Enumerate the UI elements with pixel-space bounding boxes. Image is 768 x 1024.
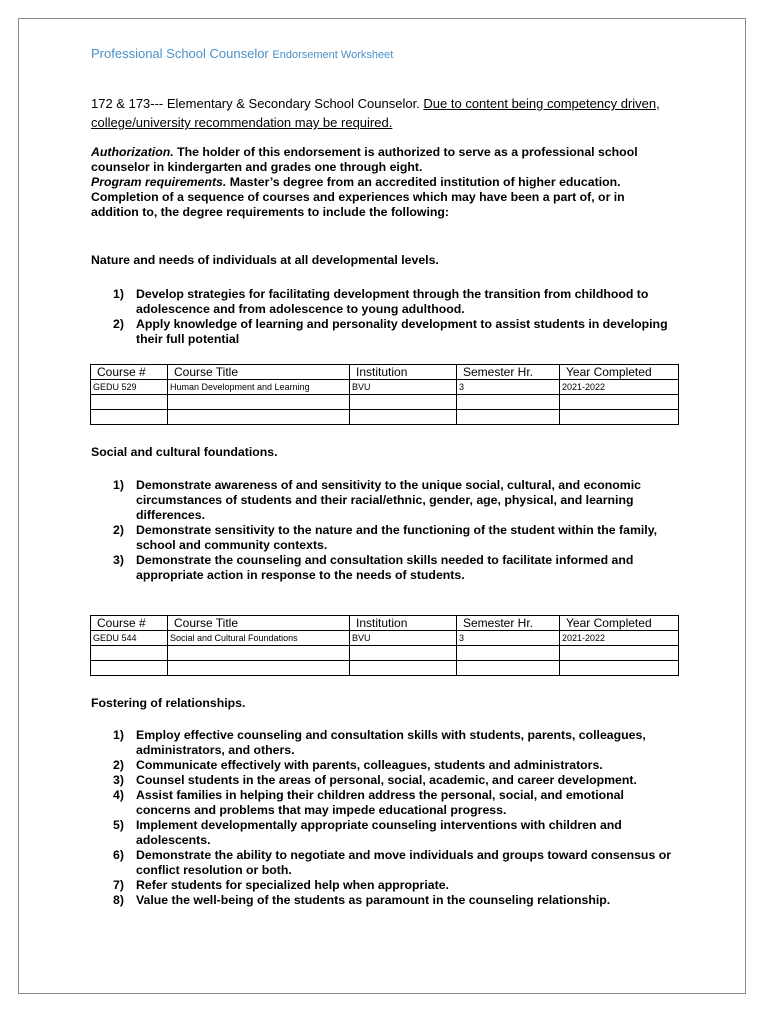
table-cell[interactable]: 2021-2022: [560, 631, 679, 646]
table-cell[interactable]: [457, 646, 560, 661]
table-cell[interactable]: [350, 395, 457, 410]
table-cell[interactable]: GEDU 529: [91, 380, 168, 395]
course-table: [90, 364, 679, 425]
title-recommendation-note: Due to content being competency driven, college/university recommendation may be required.: [91, 96, 660, 130]
header-subtitle: Endorsement Worksheet: [272, 49, 394, 61]
table-cell[interactable]: [91, 395, 168, 410]
table-cell[interactable]: [168, 661, 350, 676]
table-cell[interactable]: 3: [457, 380, 560, 395]
column-header: Institution: [350, 365, 457, 380]
requirements-list: [113, 478, 673, 583]
list-item: 1) Employ effective counseling and consultation skills with students, parents, colleagues, administrators, and others.: [113, 728, 646, 757]
table-row: [91, 410, 679, 425]
list-item: 5) Implement developmentally appropriate counseling interventions with children and adolescents.: [113, 818, 622, 847]
column-header: Course #: [91, 616, 168, 631]
table-cell[interactable]: [168, 395, 350, 410]
section-heading: Social and cultural foundations.: [91, 445, 278, 459]
table-row: [91, 631, 679, 646]
table-cell[interactable]: BVU: [350, 380, 457, 395]
course-table: [90, 615, 679, 676]
column-header: Year Completed: [560, 365, 679, 380]
list-item: 7) Refer students for specialized help when appropriate.: [113, 878, 449, 892]
column-header: Course #: [91, 365, 168, 380]
table-cell[interactable]: [168, 410, 350, 425]
column-header: Semester Hr.: [457, 616, 560, 631]
list-item: 4) Assist families in helping their children address the personal, social, and emotional concerns and problems that may impede educational progress.: [113, 788, 624, 817]
endorsement-title: [91, 94, 671, 132]
table-cell[interactable]: Social and Cultural Foundations: [168, 631, 350, 646]
table-cell[interactable]: [168, 646, 350, 661]
column-header: Course Title: [168, 365, 350, 380]
list-item: 1) Develop strategies for facilitating development through the transition from childhood to adolescence and from adolescence to young adulthood.: [113, 287, 649, 316]
column-header: Course Title: [168, 616, 350, 631]
table-cell[interactable]: [457, 661, 560, 676]
table-cell[interactable]: GEDU 544: [91, 631, 168, 646]
column-header: Institution: [350, 616, 457, 631]
table-row: [91, 395, 679, 410]
table-cell[interactable]: 2021-2022: [560, 380, 679, 395]
table-cell[interactable]: [560, 661, 679, 676]
document-header: [91, 46, 393, 61]
table-cell[interactable]: BVU: [350, 631, 457, 646]
table-cell[interactable]: [560, 410, 679, 425]
header-title: Professional School Counselor: [91, 46, 269, 61]
list-item: 2) Apply knowledge of learning and personality development to assist students in developing their full potential: [113, 317, 668, 346]
program-requirements-label: Program requirements.: [91, 175, 227, 189]
table-cell[interactable]: [560, 395, 679, 410]
list-item: 2) Demonstrate sensitivity to the nature and the functioning of the student within the family, school and community contexts.: [113, 523, 658, 552]
list-item: 6) Demonstrate the ability to negotiate and move individuals and groups toward consensus or conflict resolution or both.: [113, 848, 671, 877]
column-header: Semester Hr.: [457, 365, 560, 380]
table-header-row: [91, 616, 679, 631]
table-cell[interactable]: Human Development and Learning: [168, 380, 350, 395]
table-cell[interactable]: [91, 646, 168, 661]
requirements-list: [113, 728, 673, 908]
table-cell[interactable]: [91, 410, 168, 425]
table-cell[interactable]: [457, 395, 560, 410]
section-heading: Fostering of relationships.: [91, 696, 246, 710]
table-header-row: [91, 365, 679, 380]
table-row: [91, 646, 679, 661]
list-item: 8) Value the well-being of the students as paramount in the counseling relationship.: [113, 893, 611, 907]
list-item: 1) Demonstrate awareness of and sensitivity to the unique social, cultural, and economic circumstances of students and their racial/ethnic, gender, age, physical, and learning differences.: [113, 478, 641, 522]
authorization-text: The holder of this endorsement is authorized to serve as a professional school counselor in kindergarten and grades one through eight.: [91, 145, 638, 174]
requirements-list: [113, 287, 673, 347]
program-requirements-text: Master’s degree from an accredited institution of higher education. Completion of a sequence of courses and experiences which may have been a part of, or in addition to, the degree requirements to include the following:: [91, 175, 625, 219]
table-cell[interactable]: 3: [457, 631, 560, 646]
column-header: Year Completed: [560, 616, 679, 631]
table-cell[interactable]: [350, 410, 457, 425]
list-item: 2) Communicate effectively with parents, colleagues, students and administrators.: [113, 758, 603, 772]
list-item: 3) Demonstrate the counseling and consultation skills needed to facilitate informed and appropriate action in response to the needs of students.: [113, 553, 634, 582]
table-row: [91, 661, 679, 676]
table-cell[interactable]: [457, 410, 560, 425]
authorization-label: Authorization.: [91, 145, 174, 159]
section-heading: Nature and needs of individuals at all developmental levels.: [91, 253, 439, 267]
table-cell[interactable]: [350, 646, 457, 661]
table-row: [91, 380, 679, 395]
table-cell[interactable]: [560, 646, 679, 661]
authorization-paragraph: [91, 145, 671, 220]
list-item: 3) Counsel students in the areas of personal, social, academic, and career development.: [113, 773, 637, 787]
title-prefix: 172 & 173--- Elementary & Secondary School Counselor.: [91, 96, 424, 111]
table-cell[interactable]: [350, 661, 457, 676]
table-cell[interactable]: [91, 661, 168, 676]
